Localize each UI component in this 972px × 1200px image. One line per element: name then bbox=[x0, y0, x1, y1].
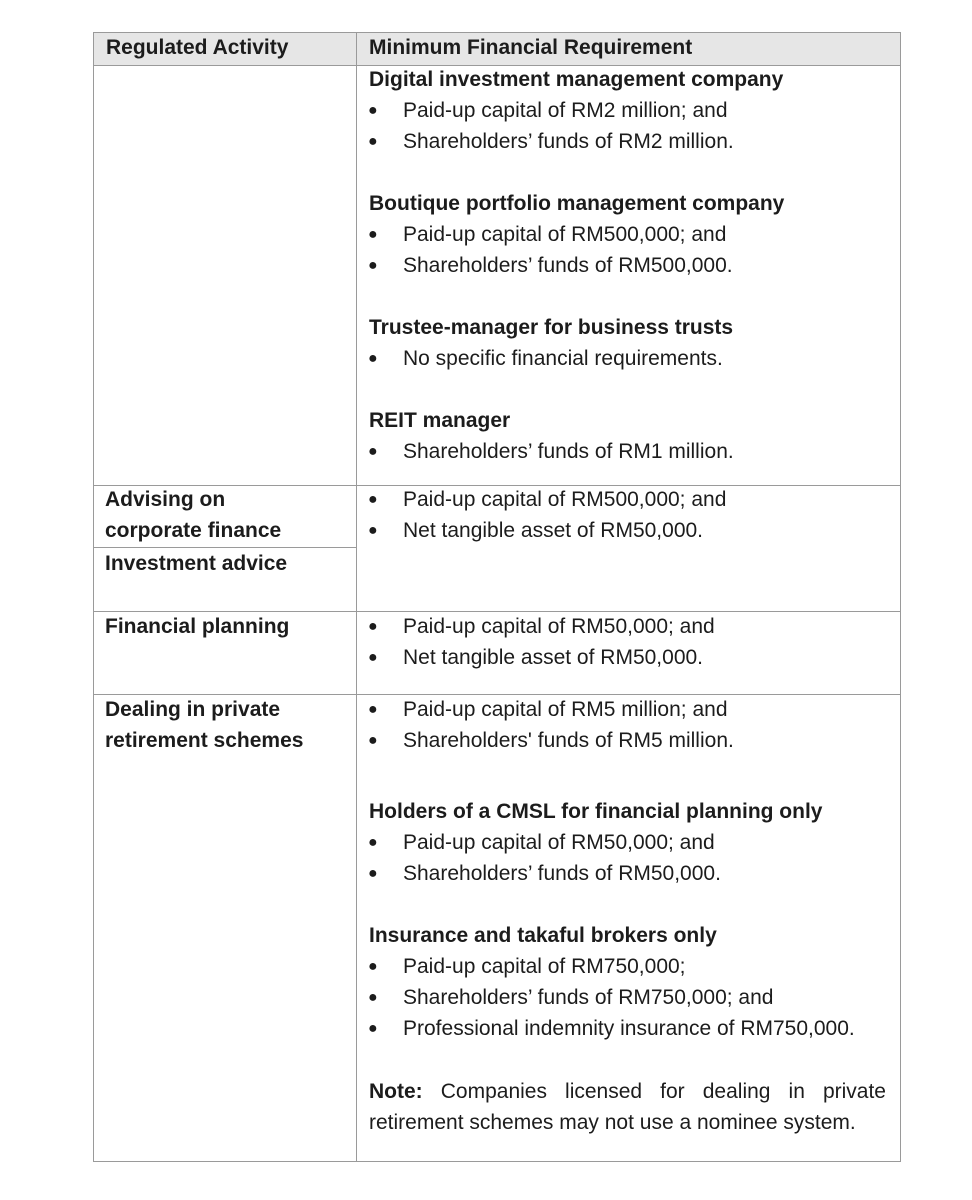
activity-advising-line2: corporate finance bbox=[105, 519, 282, 542]
list-item: Net tangible asset of RM50,000. bbox=[403, 519, 704, 542]
section-title-trustee: Trustee-manager for business trusts bbox=[369, 316, 734, 339]
activity-investment-advice: Investment advice bbox=[105, 552, 288, 575]
note-paragraph bbox=[369, 1076, 886, 1138]
bullet-icon: ● bbox=[368, 834, 378, 851]
activity-prs-line2: retirement schemes bbox=[105, 729, 304, 752]
header-regulated-activity: Regulated Activity bbox=[106, 36, 289, 59]
section-title-digital: Digital investment management company bbox=[369, 68, 784, 91]
list-item: Shareholders’ funds of RM1 million. bbox=[403, 440, 734, 463]
bullet-icon: ● bbox=[368, 102, 378, 119]
bullet-icon: ● bbox=[368, 732, 378, 749]
row-divider bbox=[94, 694, 900, 695]
list-item: Shareholders’ funds of RM750,000; and bbox=[403, 986, 774, 1009]
bullet-icon: ● bbox=[368, 865, 378, 882]
bullet-icon: ● bbox=[368, 133, 378, 150]
bullet-icon: ● bbox=[368, 1020, 378, 1037]
activity-financial-planning: Financial planning bbox=[105, 615, 290, 638]
bullet-icon: ● bbox=[368, 701, 378, 718]
row-divider bbox=[94, 611, 900, 612]
list-item: No specific financial requirements. bbox=[403, 347, 723, 370]
note-text: Companies licensed for dealing in private retirement schemes may not use a nominee system. bbox=[369, 1080, 886, 1134]
bullet-icon: ● bbox=[368, 522, 378, 539]
row-divider bbox=[94, 485, 900, 486]
bullet-icon: ● bbox=[368, 491, 378, 508]
header-minimum-financial-requirement: Minimum Financial Requirement bbox=[369, 36, 693, 59]
activity-prs-line1: Dealing in private bbox=[105, 698, 281, 721]
list-item: Paid-up capital of RM50,000; and bbox=[403, 831, 715, 854]
list-item: Shareholders' funds of RM5 million. bbox=[403, 729, 734, 752]
bullet-icon: ● bbox=[368, 226, 378, 243]
list-item: Shareholders’ funds of RM2 million. bbox=[403, 130, 734, 153]
section-title-reit: REIT manager bbox=[369, 409, 511, 432]
section-title-insurance: Insurance and takaful brokers only bbox=[369, 924, 717, 947]
cell-divider bbox=[94, 547, 356, 548]
list-item: Shareholders’ funds of RM500,000. bbox=[403, 254, 733, 277]
column-divider bbox=[356, 33, 357, 1161]
bullet-icon: ● bbox=[368, 958, 378, 975]
list-item: Professional indemnity insurance of RM750,000. bbox=[403, 1017, 855, 1040]
bullet-icon: ● bbox=[368, 350, 378, 367]
list-item: Net tangible asset of RM50,000. bbox=[403, 646, 704, 669]
list-item: Paid-up capital of RM2 million; and bbox=[403, 99, 728, 122]
list-item: Shareholders’ funds of RM50,000. bbox=[403, 862, 721, 885]
list-item: Paid-up capital of RM500,000; and bbox=[403, 223, 727, 246]
bullet-icon: ● bbox=[368, 618, 378, 635]
bullet-icon: ● bbox=[368, 257, 378, 274]
list-item: Paid-up capital of RM750,000; bbox=[403, 955, 686, 978]
bullet-icon: ● bbox=[368, 443, 378, 460]
list-item: Paid-up capital of RM5 million; and bbox=[403, 698, 728, 721]
list-item: Paid-up capital of RM50,000; and bbox=[403, 615, 715, 638]
bullet-icon: ● bbox=[368, 989, 378, 1006]
activity-advising-line1: Advising on bbox=[105, 488, 226, 511]
section-title-boutique: Boutique portfolio management company bbox=[369, 192, 785, 215]
bullet-icon: ● bbox=[368, 649, 378, 666]
section-title-cmsl: Holders of a CMSL for financial planning only bbox=[369, 800, 823, 823]
list-item: Paid-up capital of RM500,000; and bbox=[403, 488, 727, 511]
note-label: Note: bbox=[369, 1080, 423, 1103]
